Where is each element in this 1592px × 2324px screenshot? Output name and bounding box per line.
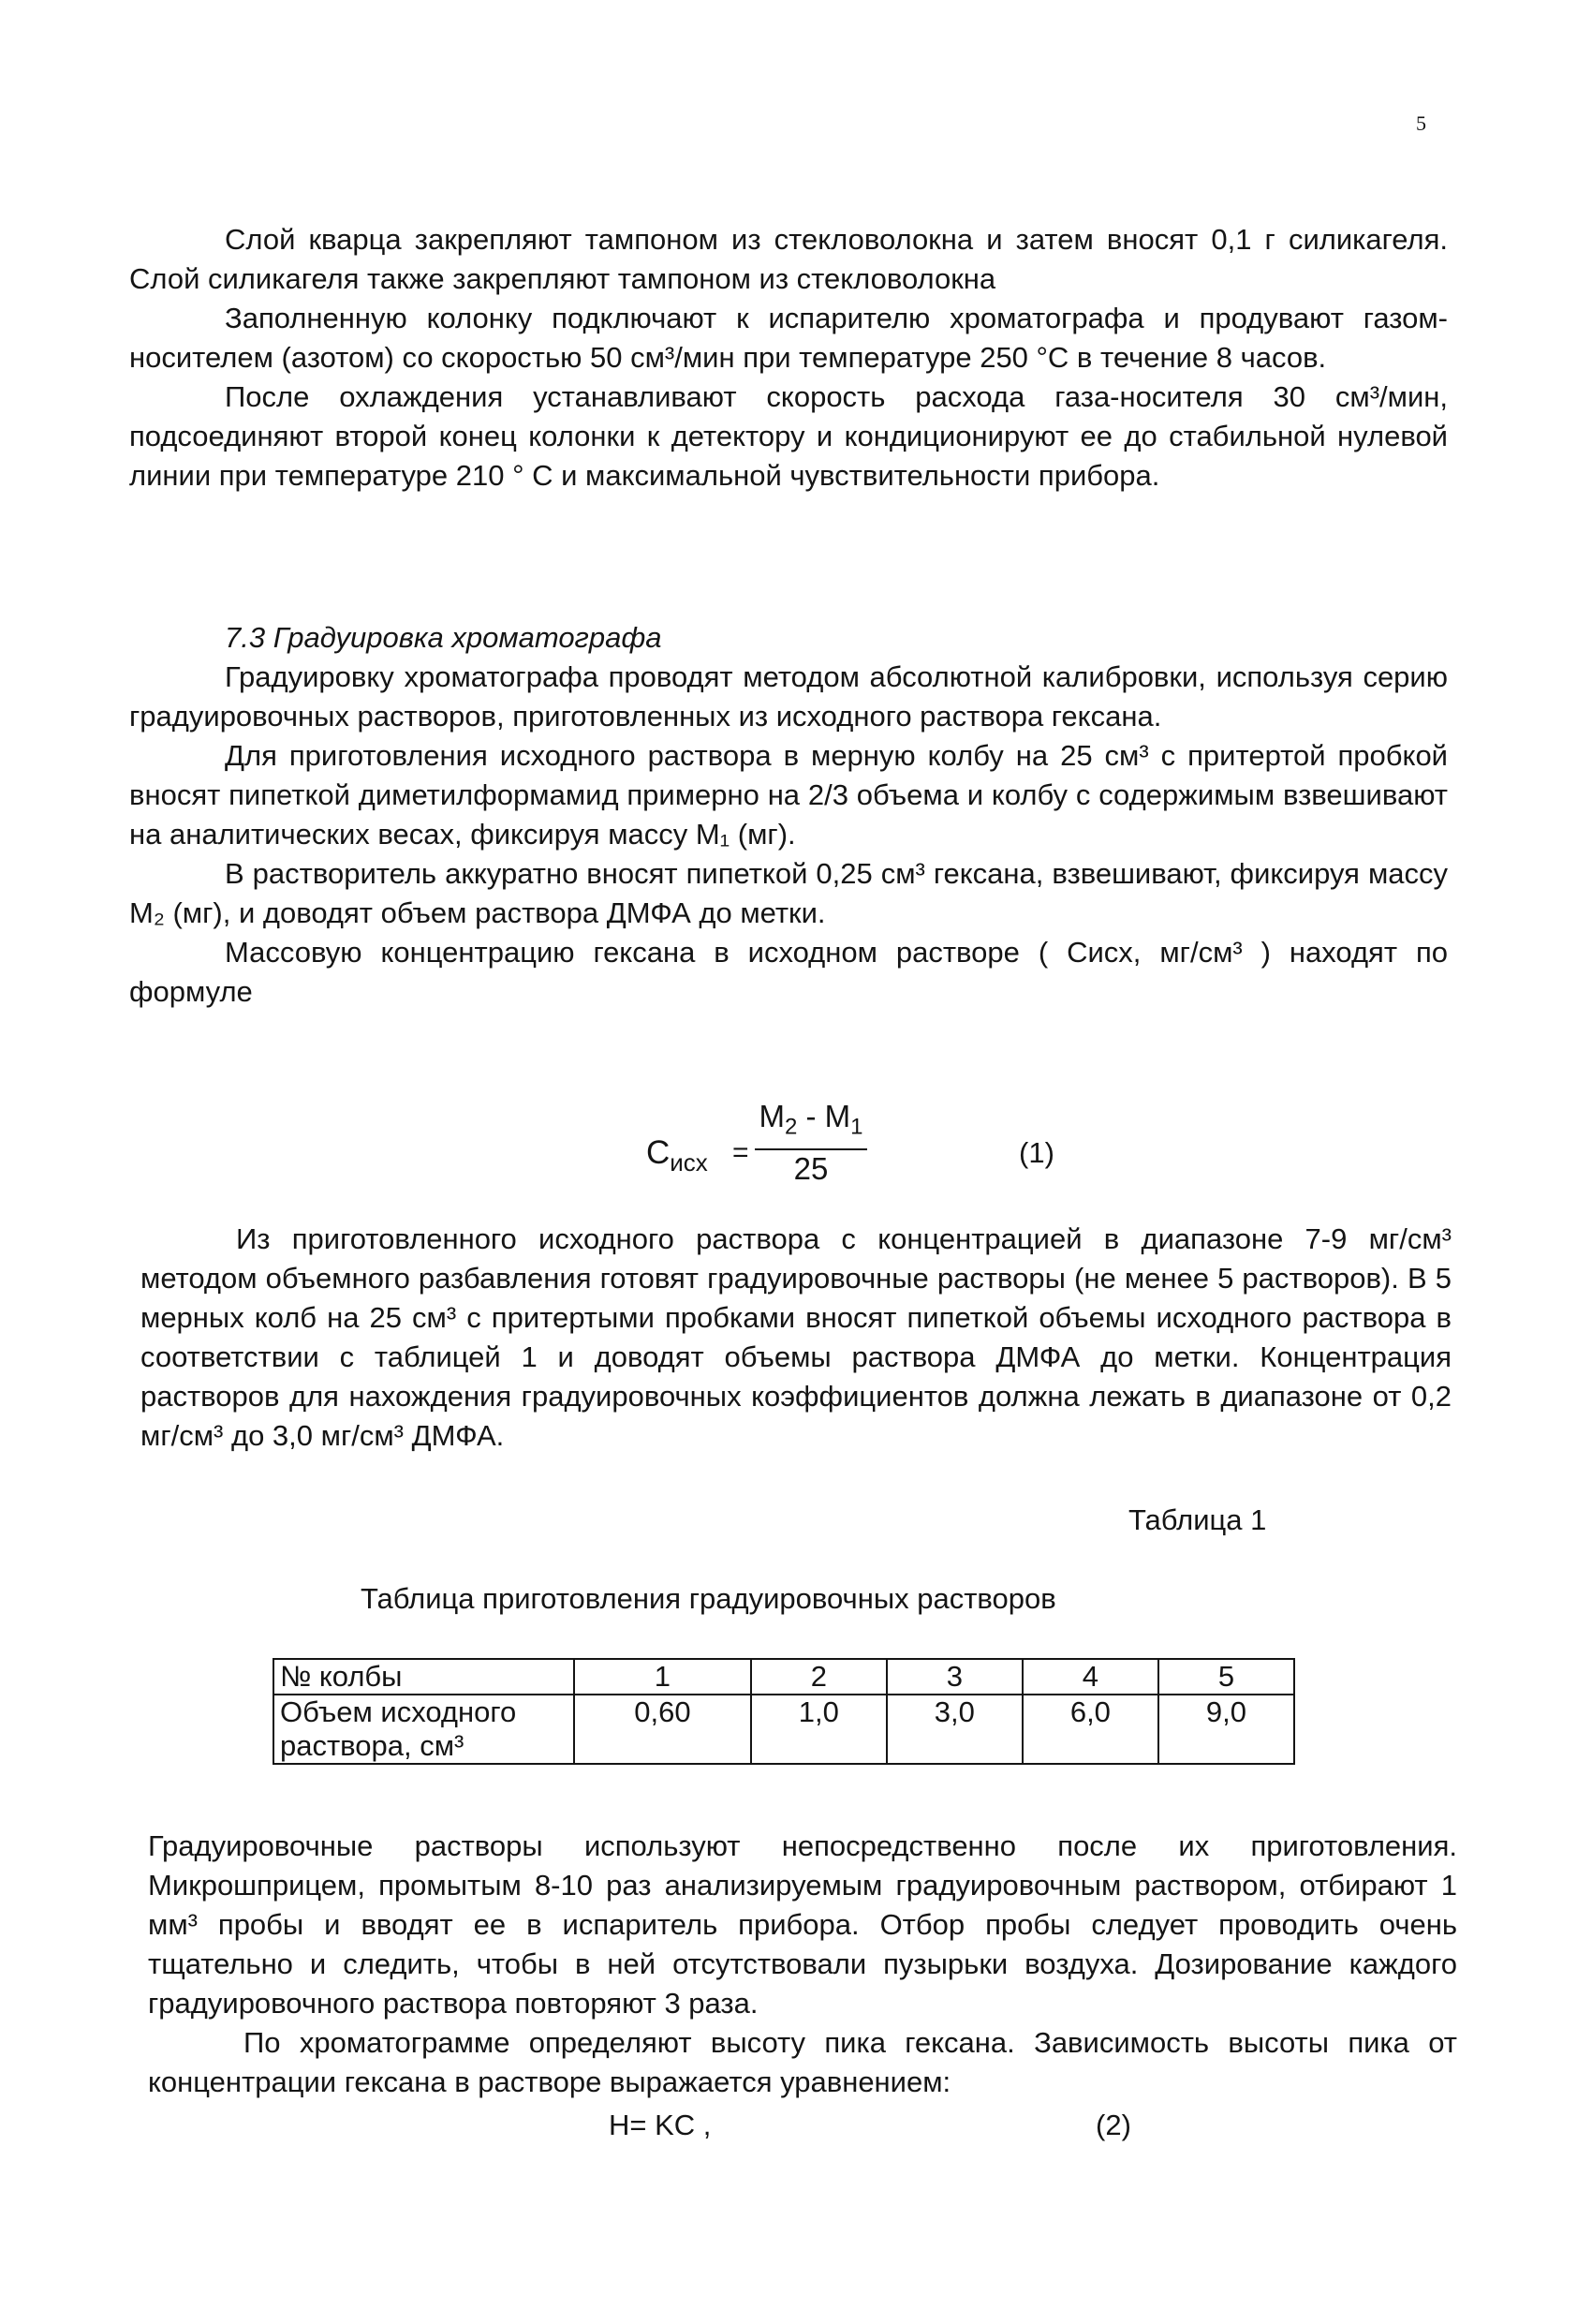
- paragraph: Для приготовления исходного раствора в мерную колбу на 25 см³ с притертой пробкой вносят пипеткой диметилформамид примерно на 2/3 объема и колбу с содержимым взвешивают на аналитических весах, фиксируя массу М₁ (мг).: [129, 739, 1448, 851]
- formula-number: (2): [1096, 2109, 1131, 2141]
- table-cell: 3,0: [887, 1695, 1023, 1764]
- formula-concentration: [646, 1096, 1171, 1186]
- calibration-table: [273, 1658, 1295, 1765]
- table-row: [273, 1659, 1294, 1695]
- page-number: 5: [1416, 111, 1426, 135]
- paragraph: Градуировочные растворы используют непосредственно после их приготовления. Микрошприцем, промытым 8-10 раз анализируемым градуировочным раствором, отбирают 1 мм³ пробы и вводят ее в испаритель прибора. Отбор пробы следует проводить очень тщательно и следить, чтобы в ней отсутствовали пузырьки воздуха. Дозирование каждого градуировочного раствора повторяют 3 раза.: [148, 1829, 1457, 2020]
- table-header-cell: № колбы: [273, 1659, 574, 1695]
- table-cell: 6,0: [1023, 1695, 1158, 1764]
- formula-equals: =: [732, 1137, 749, 1168]
- section-title: 7.3 Градуировка хроматографа: [225, 621, 662, 654]
- paragraph: Массовую концентрацию гексана в исходном растворе ( Сисх, мг/см³ ) находят по формуле: [129, 936, 1448, 1008]
- table-cell: 9,0: [1158, 1695, 1294, 1764]
- formula-numerator: $M_2 - M_1$: [755, 1096, 867, 1150]
- section-dilution: [140, 1220, 1452, 1456]
- table-row: [273, 1695, 1294, 1764]
- table-title: Таблица приготовления градуировочных растворов: [361, 1582, 1056, 1615]
- table-cell: 5: [1158, 1659, 1294, 1695]
- paragraph: Заполненную колонку подключают к испарителю хроматографа и продувают газом-носителем (азотом) со скоростью 50 см³/мин при температуре 250 °С в течение 8 часов.: [129, 302, 1448, 374]
- table-cell: 2: [751, 1659, 887, 1695]
- table-cell: 1: [574, 1659, 751, 1695]
- table-cell: 0,60: [574, 1695, 751, 1764]
- table-cell: 3: [887, 1659, 1023, 1695]
- formula-number: (1): [1019, 1136, 1054, 1169]
- section-column-preparation: [129, 220, 1448, 496]
- formula-peak-height: H= KC ,: [609, 2109, 712, 2141]
- paragraph: После охлаждения устанавливают скорость расхода газа-носителя 30 см³/мин, подсоединяют второй конец колонки к детектору и кондиционируют ее до стабильной нулевой линии при температуре 210 ° С и максимальной чувствительности прибора.: [129, 380, 1448, 492]
- table-header-cell: Объем исходного раствора, см³: [273, 1695, 574, 1764]
- paragraph: По хроматограмме определяют высоту пика гексана. Зависимость высоты пика от концентрации гексана в растворе выражается уравнением:: [148, 2026, 1457, 2098]
- table-number-label: Таблица 1: [1128, 1503, 1267, 1536]
- section-calibration: [129, 618, 1448, 1012]
- paragraph: Из приготовленного исходного раствора с концентрацией в диапазоне 7-9 мг/см³ методом объемного разбавления готовят градуировочные растворы (не менее 5 растворов). В 5 мерных колб на 25 см³ с притертыми пробками вносят пипеткой объемы исходного раствора в соответствии с таблицей 1 и доводят объемы раствора ДМФА до метки. Концентрация растворов для нахождения градуировочных коэффициентов должна лежать в диапазоне от 0,2 мг/см³ до 3,0 мг/см³ ДМФА.: [140, 1222, 1452, 1452]
- formula-lhs: $C_{исх}$: [646, 1134, 708, 1177]
- section-measurement: [148, 1827, 1457, 2102]
- formula-denominator: 25: [793, 1150, 829, 1186]
- table-cell: 4: [1023, 1659, 1158, 1695]
- formula-fraction: [755, 1096, 867, 1188]
- paragraph: Градуировку хроматографа проводят методом абсолютной калибровки, используя серию градуировочных растворов, приготовленных из исходного раствора гексана.: [129, 660, 1448, 733]
- paragraph: Слой кварца закрепляют тампоном из стекловолокна и затем вносят 0,1 г силикагеля. Слой силикагеля также закрепляют тампоном из стекловолокна: [129, 223, 1448, 295]
- paragraph: В растворитель аккуратно вносят пипеткой 0,25 см³ гексана, взвешивают, фиксируя массу М₂ (мг), и доводят объем раствора ДМФА до метки.: [129, 857, 1448, 929]
- table-cell: 1,0: [751, 1695, 887, 1764]
